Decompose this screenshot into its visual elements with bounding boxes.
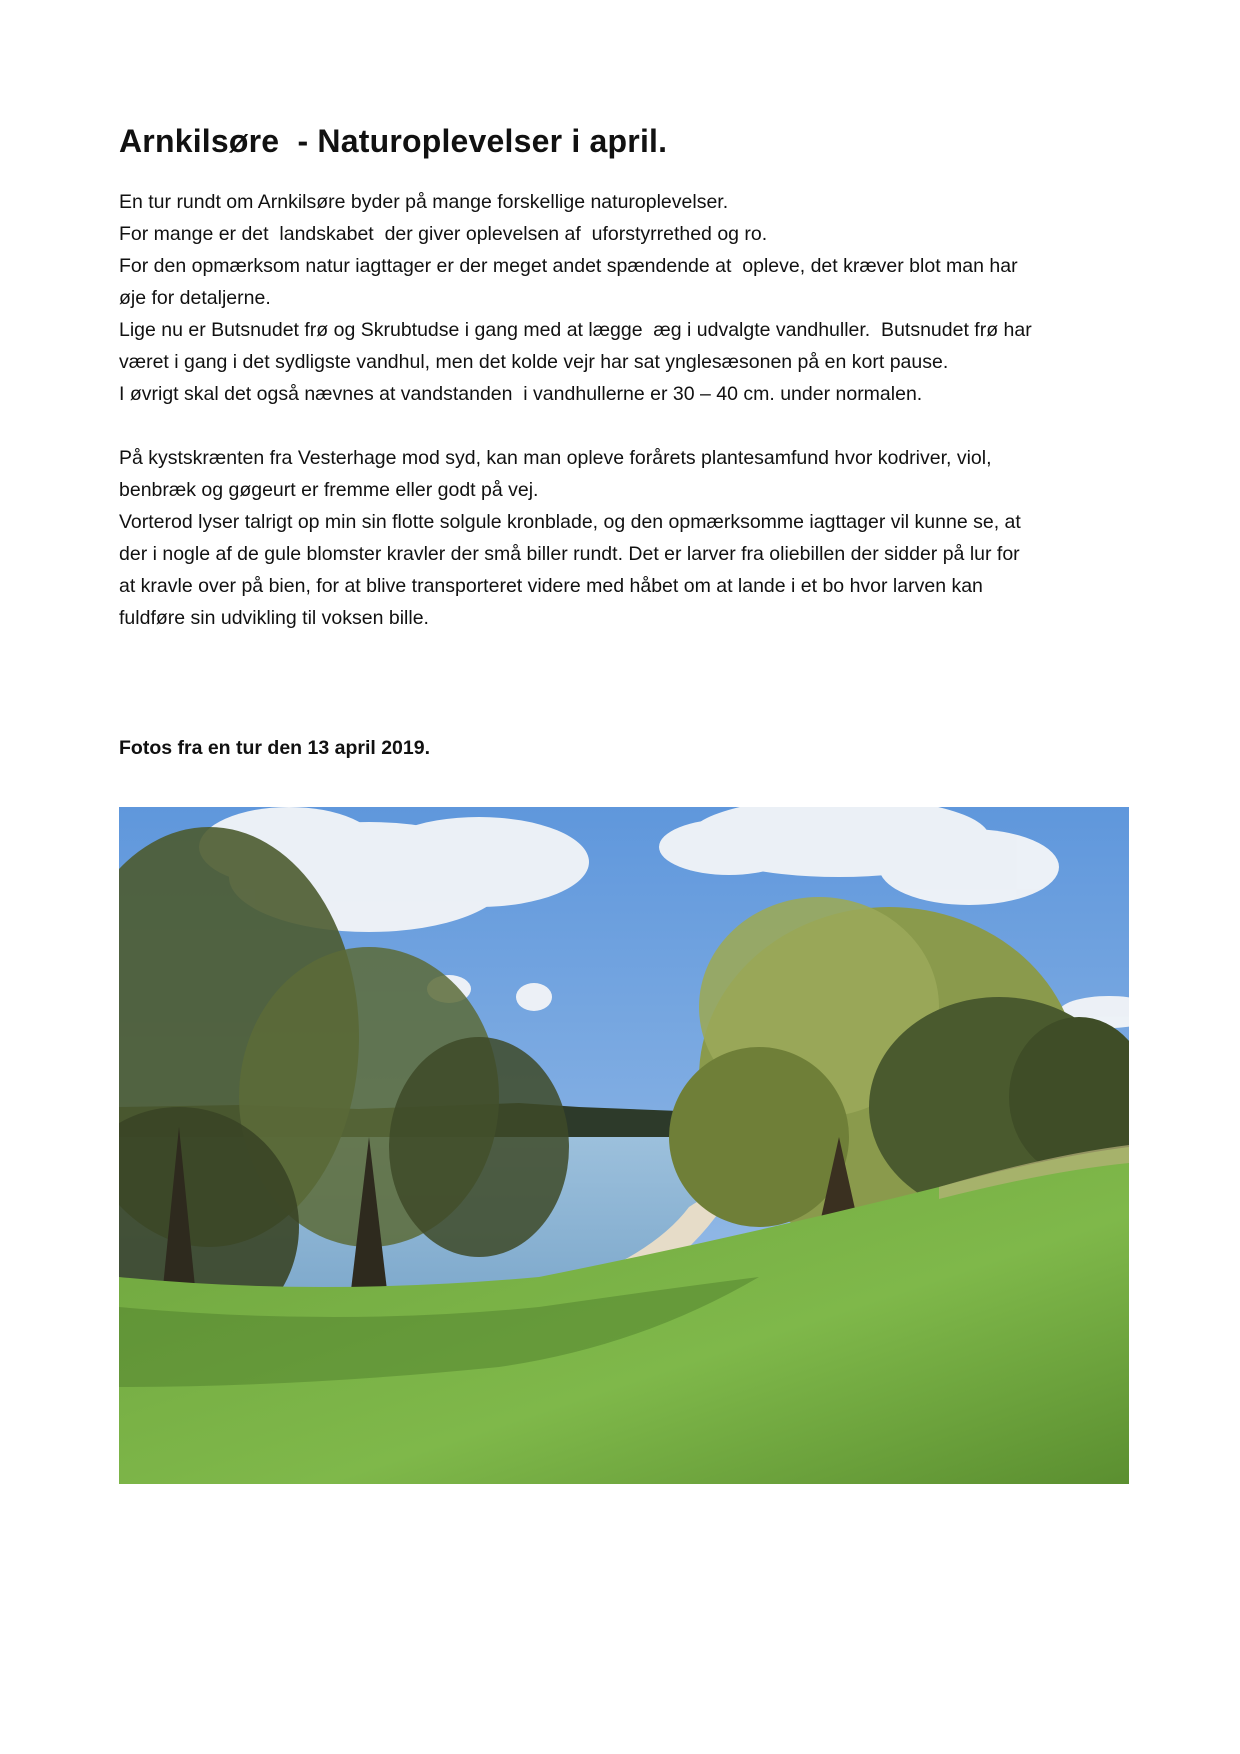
photo-caption: Fotos fra en tur den 13 april 2019. [119,737,431,759]
paragraph-line: En tur rundt om Arnkilsøre byder på mange forskellige naturoplevelser. [119,191,729,213]
paragraph-coast [119,442,1129,634]
paragraph-line: For den opmærksom natur iagttager er der meget andet spændende at opleve, det kræver blot man har [119,255,1018,277]
landscape-illustration [119,807,1129,1484]
document-title: Arnkilsøre - Naturoplevelser i april. [119,123,668,159]
paragraph-line: I øvrigt skal det også nævnes at vandstanden i vandhullerne er 30 – 40 cm. under normalen. [119,383,923,405]
paragraph-line: der i nogle af de gule blomster kravler der små biller rundt. Det er larver fra oliebillen der sidder på lur for [119,543,1020,565]
paragraph-line: øje for detaljerne. [119,287,271,309]
paragraph-line: For mange er det landskabet der giver oplevelsen af uforstyrrethed og ro. [119,223,768,245]
landscape-photo [119,807,1129,1484]
paragraph-line: Vorterod lyser talrigt op min sin flotte solgule kronblade, og den opmærksomme iagttager vil kunne se, at [119,511,1021,533]
paragraph-intro [119,186,1129,410]
paragraph-line: benbræk og gøgeurt er fremme eller godt på vej. [119,479,539,501]
document-content [119,118,1129,764]
paragraph-line: at kravle over på bien, for at blive transporteret videre med håbet om at lande i et bo hvor larven kan [119,575,983,597]
paragraph-line: Lige nu er Butsnudet frø og Skrubtudse i gang med at lægge æg i udvalgte vandhuller. Butsnudet frø har [119,319,1032,341]
paragraph-line: På kystskrænten fra Vesterhage mod syd, kan man opleve forårets plantesamfund hvor kodriver, viol, [119,447,992,469]
paragraph-line: fuldføre sin udvikling til voksen bille. [119,607,429,629]
paragraph-line: været i gang i det sydligste vandhul, men det kolde vejr har sat ynglesæsonen på en kort pause. [119,351,949,373]
